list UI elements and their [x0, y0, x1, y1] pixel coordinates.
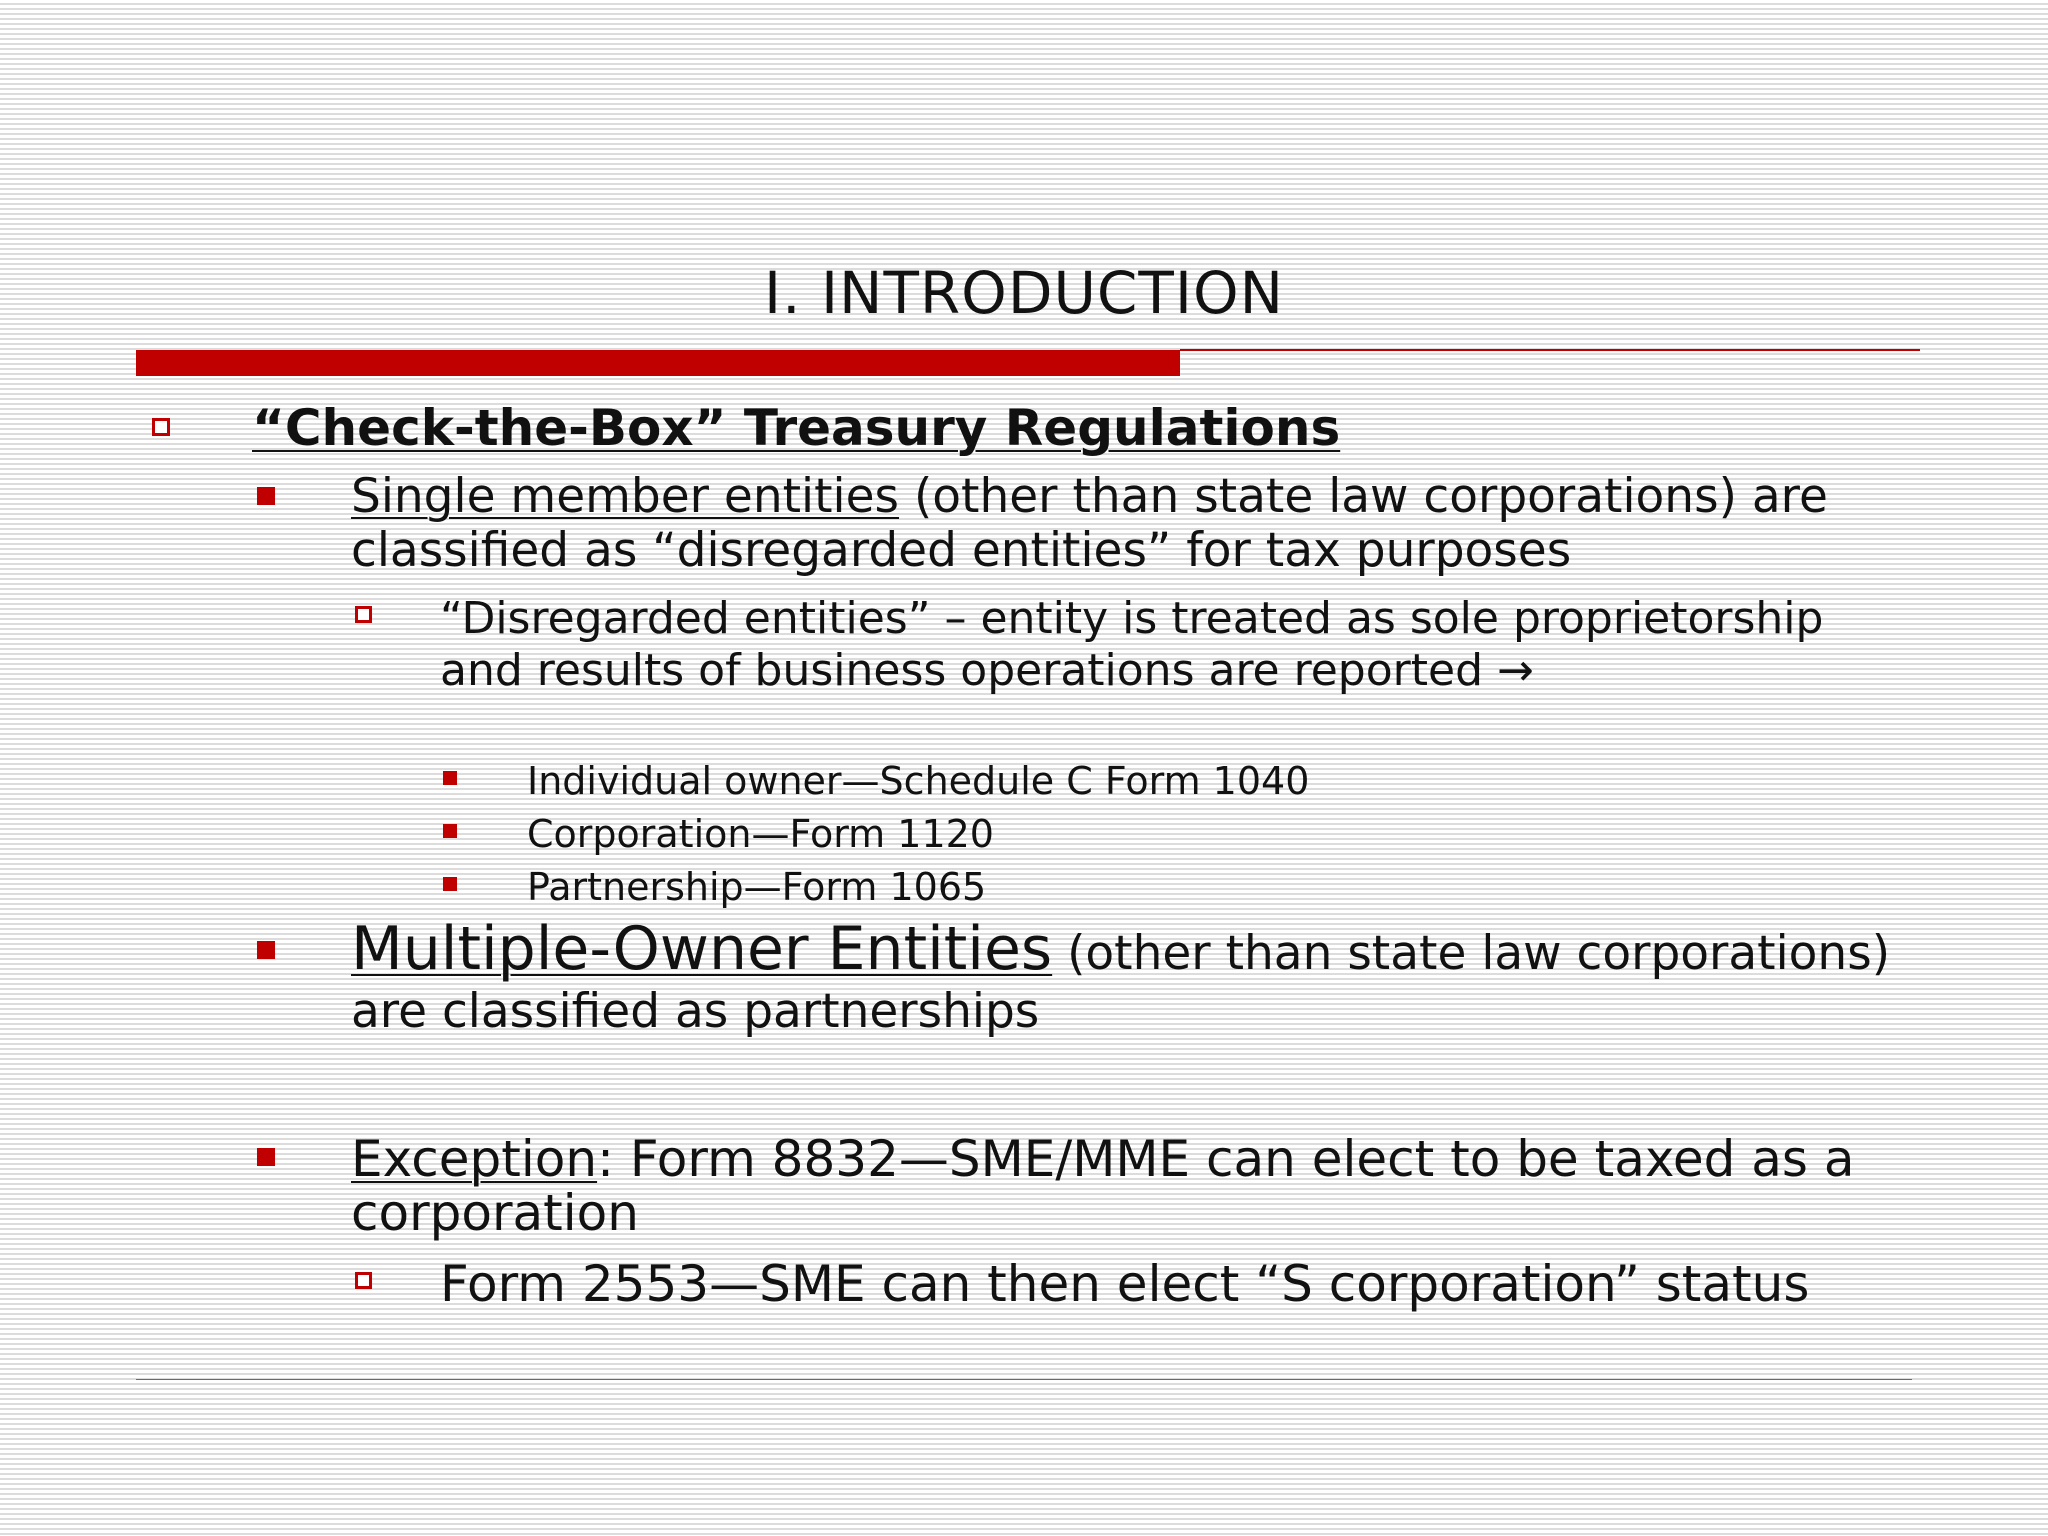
bullet-individual-owner: Individual owner—Schedule C Form 1040	[527, 759, 1310, 803]
solid-square-bullet-icon	[257, 941, 275, 959]
exception-term: Exception	[351, 1130, 598, 1188]
exception-text: : Form 8832—SME/MME can elect to be taxed as a corporation	[351, 1130, 1855, 1242]
solid-square-bullet-icon	[443, 877, 457, 891]
solid-square-bullet-icon	[257, 487, 275, 505]
bullet-disregarded-entities	[440, 593, 1840, 697]
hollow-square-bullet-icon	[355, 606, 372, 623]
bullet-exception	[351, 1132, 1911, 1240]
disregarded-entities-text: “Disregarded entities” – entity is treated as sole proprietorship and results of business operations are reported	[440, 593, 1824, 696]
hollow-square-bullet-icon	[152, 418, 170, 436]
title-accent-bar	[136, 350, 1180, 376]
bullet-partnership: Partnership—Form 1065	[527, 865, 987, 909]
multiple-owner-entities-term: Multiple-Owner Entities	[351, 914, 1053, 984]
check-the-box-heading: “Check-the-Box” Treasury Regulations	[252, 399, 1341, 457]
bullet-corporation: Corporation—Form 1120	[527, 812, 994, 856]
bullet-single-member-entities	[351, 470, 1911, 578]
solid-square-bullet-icon	[257, 1148, 275, 1166]
bullet-multiple-owner-entities	[351, 914, 1911, 1041]
solid-square-bullet-icon	[443, 771, 457, 785]
right-arrow-icon: →	[1497, 645, 1534, 696]
single-member-entities-text: (other than state law corporations) are classified as “disregarded entities” for tax purposes	[351, 469, 1828, 578]
solid-square-bullet-icon	[443, 824, 457, 838]
title-accent-line	[1180, 349, 1920, 351]
single-member-entities-term: Single member entities	[351, 469, 900, 524]
bullet-form-2553: Form 2553—SME can then elect “S corporation” status	[440, 1255, 1810, 1313]
slide-title: I. INTRODUCTION	[763, 259, 1285, 327]
hollow-square-bullet-icon	[355, 1272, 372, 1289]
footer-divider	[136, 1379, 1912, 1380]
bullet-check-the-box	[252, 398, 1952, 458]
multiple-owner-entities-text: (other than state law corporations) are classified as partnerships	[351, 926, 1891, 1039]
